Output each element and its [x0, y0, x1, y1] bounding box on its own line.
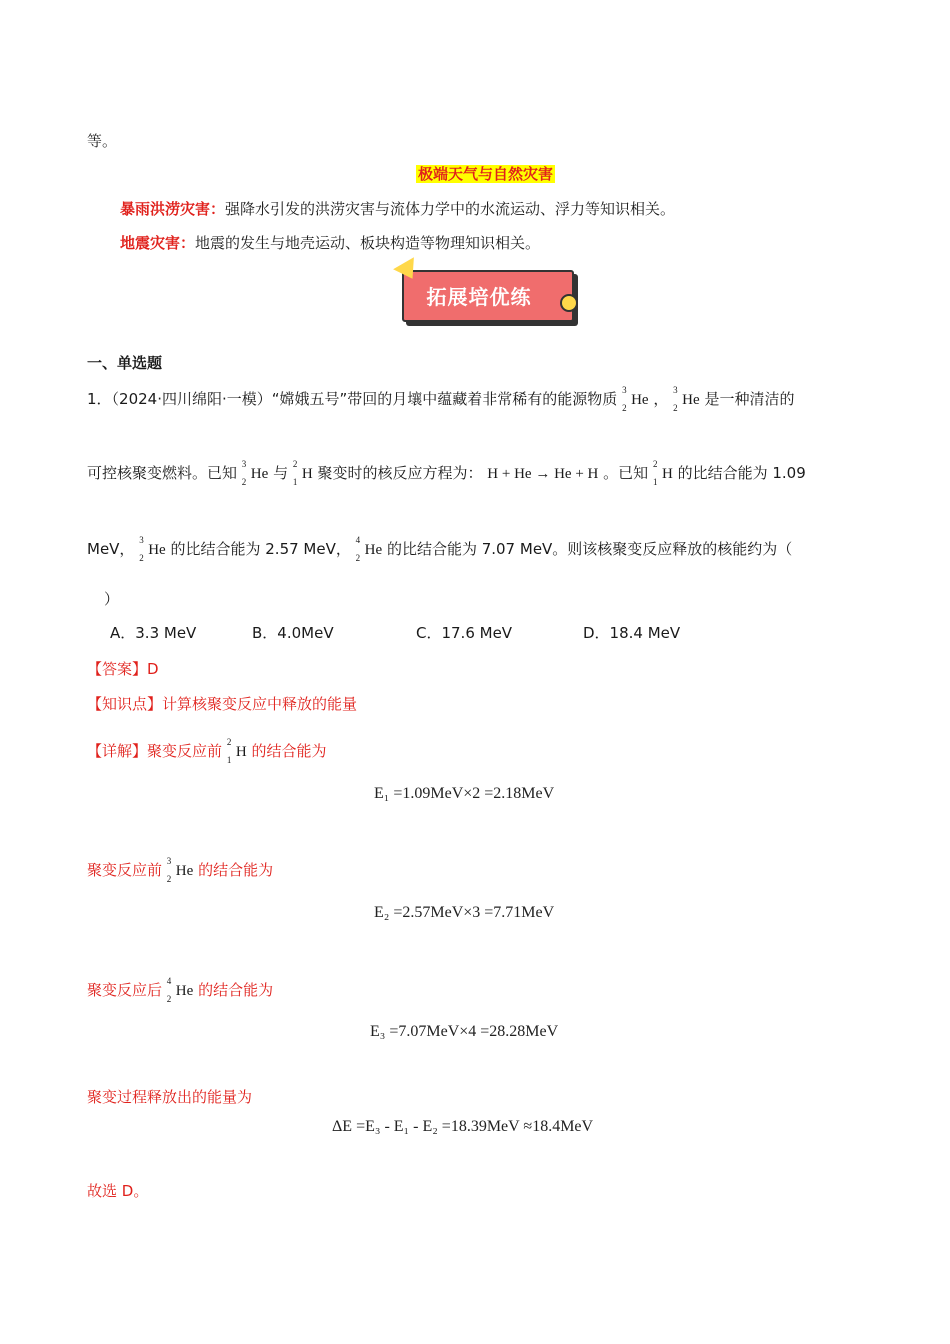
equation-e1: E₁ =1.09MeV×2 =2.18MeV	[374, 785, 555, 802]
question-source: （2024·四川绵阳·一模）	[111, 390, 272, 408]
question-line-1	[87, 385, 795, 413]
detail-line-1	[87, 737, 327, 765]
question-text: 的比结合能为 1.09	[677, 464, 806, 482]
question-text: 是一种清洁的	[704, 390, 795, 408]
knowledge-label: 【知识点】	[87, 695, 163, 713]
isotope-he3: 3 2 He	[166, 856, 194, 884]
option-a[interactable]: A．3.3 MeV	[110, 624, 197, 642]
item-label: 地震灾害：	[120, 234, 196, 252]
question-text: “嫦娥五号”带回的月壤中蕴藏着非常稀有的能源物质	[271, 390, 618, 408]
answer	[87, 658, 159, 679]
question-text: MeV，	[87, 540, 135, 558]
detail-text: 的结合能为	[251, 742, 327, 760]
item-earthquake	[120, 232, 540, 253]
option-b[interactable]: B．4.0MeV	[252, 624, 334, 642]
equation-e2: E₂ =2.57MeV×3 =7.71MeV	[374, 904, 555, 921]
section-title: 极端天气与自然灾害	[418, 165, 554, 183]
question-line-4: ）	[104, 590, 120, 608]
question-text: 与	[273, 464, 289, 482]
isotope-h2: 2 1 H	[292, 459, 313, 487]
conclusion: 故选 D。	[87, 1182, 149, 1200]
equation-delta-e: ΔE =E₃ - E₁ - E₂ =18.39MeV ≈18.4MeV	[332, 1118, 594, 1135]
question-text: 的比结合能为 2.57 MeV，	[170, 540, 351, 558]
detail-text: 的结合能为	[198, 981, 274, 999]
detail-text: 的结合能为	[198, 861, 274, 879]
detail-line-2	[87, 856, 274, 884]
item-rainstorm	[120, 198, 675, 219]
knowledge-value: 计算核聚变反应中释放的能量	[162, 695, 358, 713]
detail-line-4: 聚变过程释放出的能量为	[87, 1088, 253, 1106]
question-text: 的比结合能为 7.07 MeV。则该核聚变反应释放的核能约为（	[386, 540, 793, 558]
isotope-h2: 2 1 H	[652, 459, 673, 487]
question-text: 聚变时的核反应方程为：	[317, 464, 483, 482]
detail-text: 聚变反应前	[147, 742, 223, 760]
option-d[interactable]: D．18.4 MeV	[583, 624, 681, 642]
item-text: 地震的发生与地壳运动、板块构造等物理知识相关。	[195, 234, 541, 252]
item-text: 强降水引发的洪涝灾害与流体力学中的水流运动、浮力等知识相关。	[225, 200, 676, 218]
reaction-equation: H + He → He + H	[487, 466, 599, 482]
banner	[402, 270, 574, 322]
banner-label: 拓展培优练	[426, 285, 532, 309]
question-line-2	[87, 459, 806, 487]
section-heading: 一、单选题	[87, 354, 163, 372]
isotope-he3: 3 2 He	[673, 385, 700, 413]
question-text: 可控核聚变燃料。已知	[87, 464, 238, 482]
answer-value: D	[147, 660, 159, 678]
equation-e3: E₃ =7.07MeV×4 =28.28MeV	[370, 1023, 559, 1040]
question-text: 。已知	[603, 464, 649, 482]
question-line-3	[87, 535, 793, 563]
isotope-he4: 4 2 He	[166, 976, 194, 1004]
detail-text: 聚变反应前	[87, 861, 163, 879]
knowledge-point	[87, 693, 357, 714]
isotope-h2: 2 1 H	[226, 737, 247, 765]
option-c[interactable]: C．17.6 MeV	[416, 624, 513, 642]
answer-label: 【答案】	[87, 660, 148, 678]
badge-dot-icon	[560, 294, 578, 312]
question-number: 1．	[87, 390, 112, 408]
detail-line-3	[87, 976, 274, 1004]
isotope-he4: 4 2 He	[355, 535, 383, 563]
isotope-he3: 3 2 He	[139, 535, 166, 563]
isotope-he3: 3 2 He	[241, 459, 269, 487]
detail-label: 【详解】	[87, 742, 148, 760]
isotope-he3: 3 2 He	[622, 385, 649, 413]
intro-tail: 等。	[87, 132, 118, 150]
detail-text: 聚变反应后	[87, 981, 163, 999]
item-label: 暴雨洪涝灾害：	[120, 200, 226, 218]
question-text: ，	[653, 390, 669, 408]
